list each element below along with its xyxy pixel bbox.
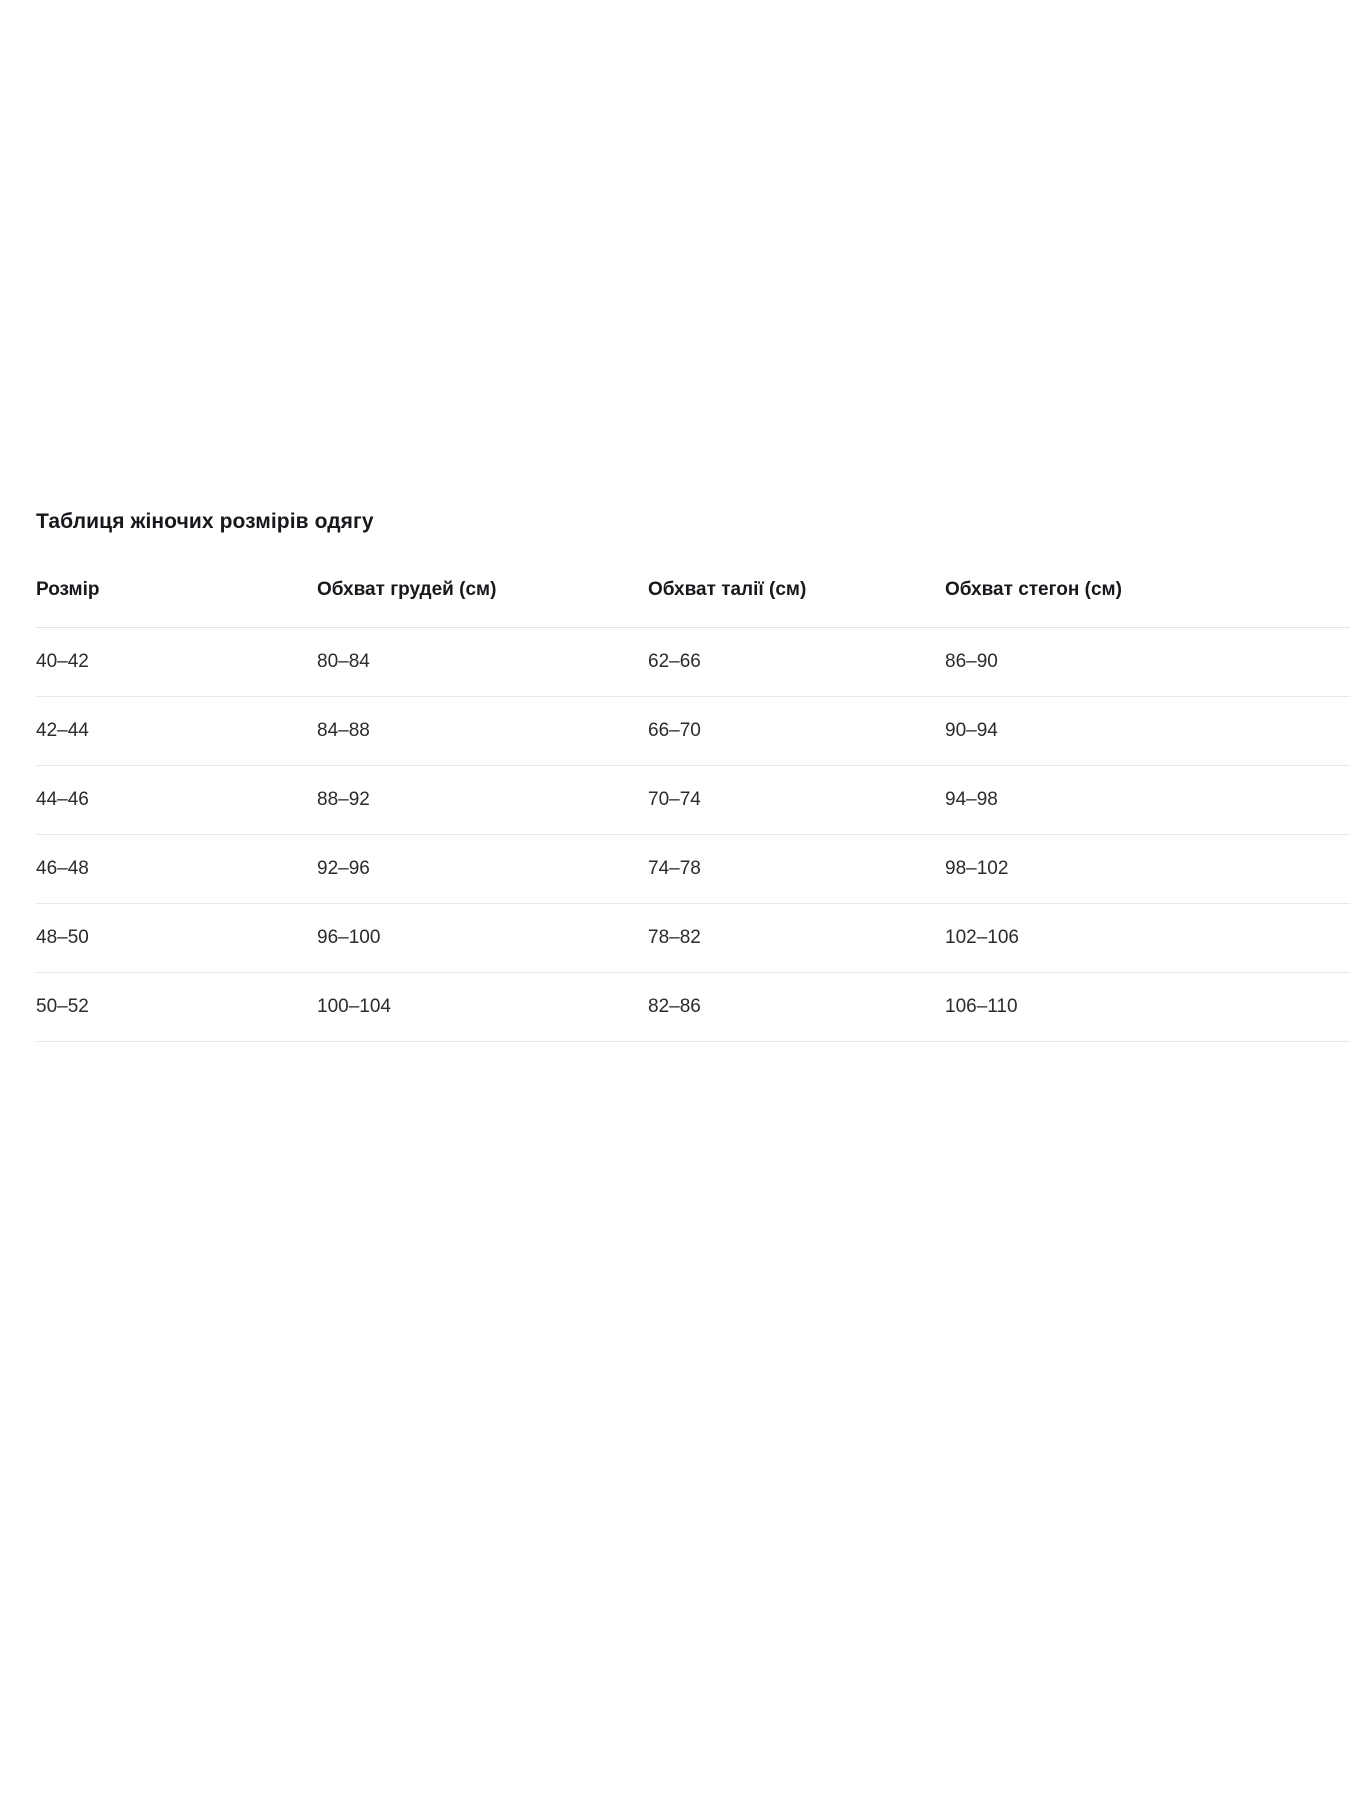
cell-bust: 96–100 bbox=[317, 904, 648, 973]
cell-bust: 92–96 bbox=[317, 835, 648, 904]
cell-size: 50–52 bbox=[36, 973, 317, 1042]
column-header-size: Розмір bbox=[36, 579, 317, 628]
table-row bbox=[36, 904, 1350, 973]
cell-bust: 80–84 bbox=[317, 628, 648, 697]
table-row bbox=[36, 973, 1350, 1042]
size-chart-table bbox=[36, 579, 1350, 1042]
table-row bbox=[36, 766, 1350, 835]
document-content bbox=[36, 508, 1350, 1042]
cell-hips: 94–98 bbox=[945, 766, 1350, 835]
page-title: Таблиця жіночих розмірів одягу bbox=[36, 510, 374, 533]
cell-waist: 62–66 bbox=[648, 628, 945, 697]
cell-hips: 98–102 bbox=[945, 835, 1350, 904]
cell-hips: 102–106 bbox=[945, 904, 1350, 973]
cell-bust: 84–88 bbox=[317, 697, 648, 766]
cell-bust: 88–92 bbox=[317, 766, 648, 835]
table-body bbox=[36, 628, 1350, 1042]
column-header-hips: Обхват стегон (см) bbox=[945, 579, 1350, 628]
cell-hips: 86–90 bbox=[945, 628, 1350, 697]
cell-size: 42–44 bbox=[36, 697, 317, 766]
cell-bust: 100–104 bbox=[317, 973, 648, 1042]
cell-size: 46–48 bbox=[36, 835, 317, 904]
table-row bbox=[36, 628, 1350, 697]
cell-hips: 90–94 bbox=[945, 697, 1350, 766]
cell-size: 40–42 bbox=[36, 628, 317, 697]
table-header bbox=[36, 579, 1350, 628]
cell-waist: 78–82 bbox=[648, 904, 945, 973]
cell-size: 44–46 bbox=[36, 766, 317, 835]
cell-size: 48–50 bbox=[36, 904, 317, 973]
cell-waist: 70–74 bbox=[648, 766, 945, 835]
cell-waist: 66–70 bbox=[648, 697, 945, 766]
column-header-bust: Обхват грудей (см) bbox=[317, 579, 648, 628]
column-header-waist: Обхват талії (см) bbox=[648, 579, 945, 628]
cell-hips: 106–110 bbox=[945, 973, 1350, 1042]
table-header-row bbox=[36, 579, 1350, 628]
table-row bbox=[36, 835, 1350, 904]
cell-waist: 74–78 bbox=[648, 835, 945, 904]
table-row bbox=[36, 697, 1350, 766]
cell-waist: 82–86 bbox=[648, 973, 945, 1042]
